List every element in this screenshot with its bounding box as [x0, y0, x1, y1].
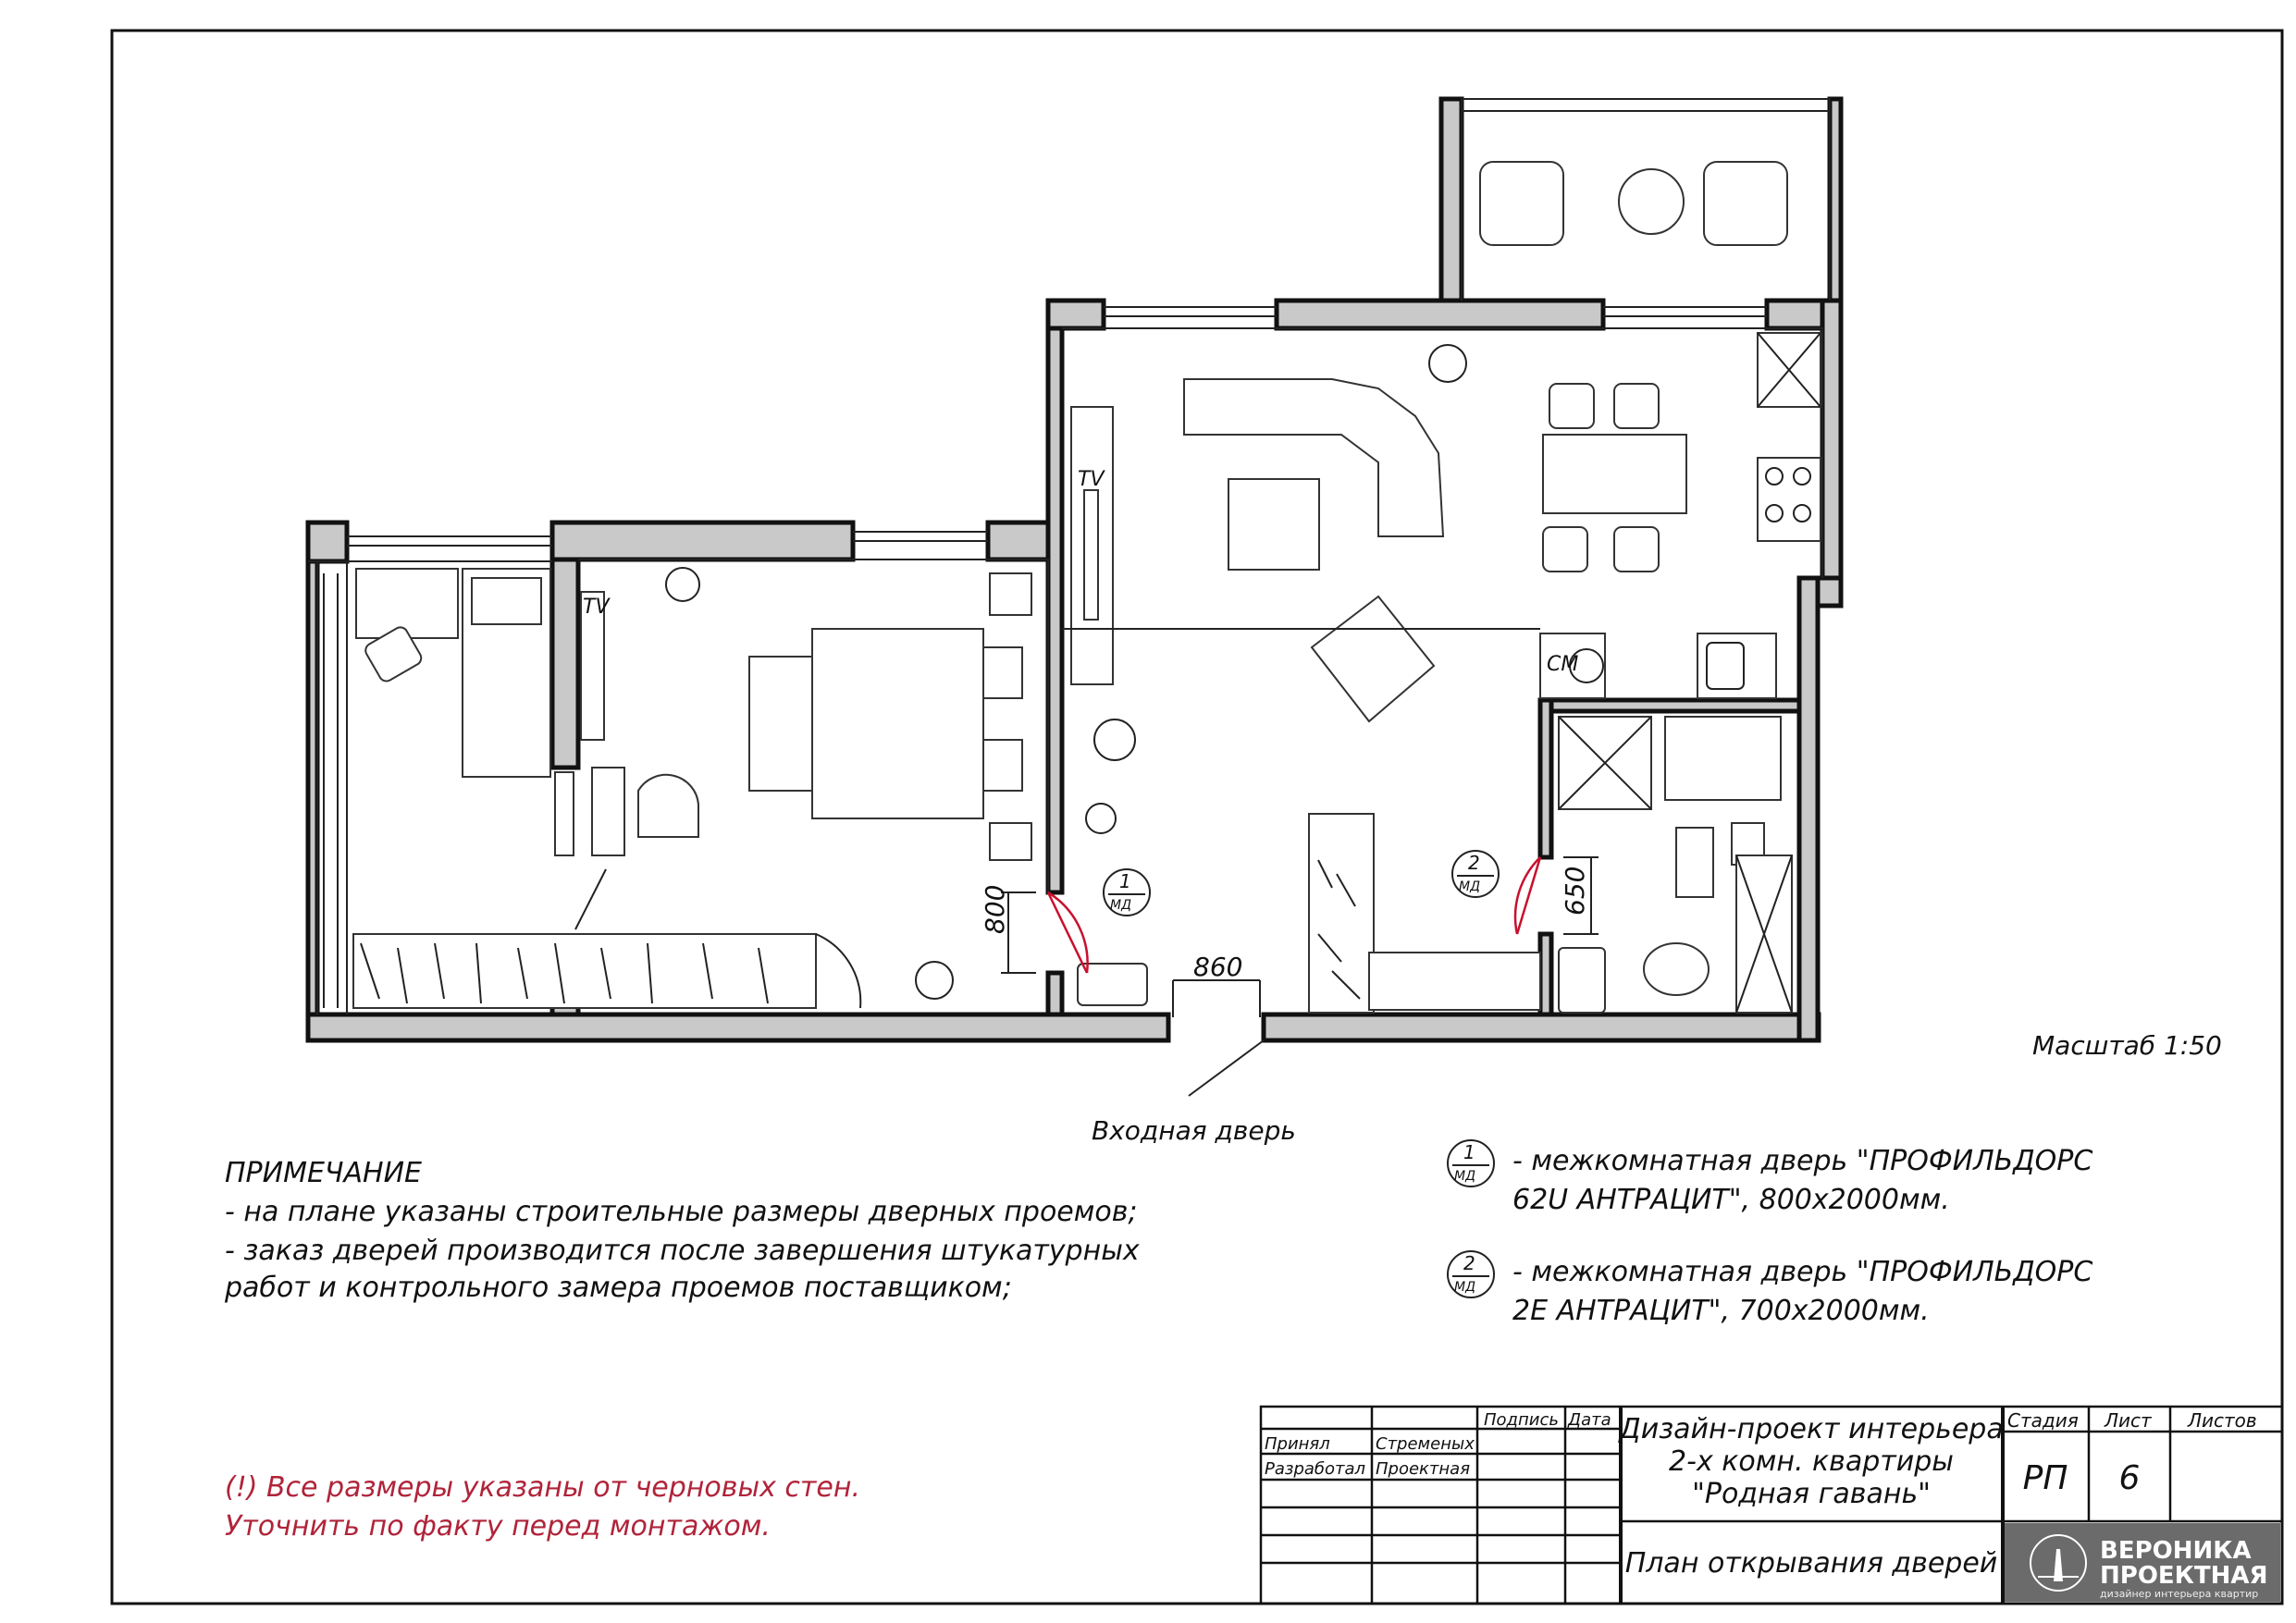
tb-prinyal: Принял — [1265, 1434, 1330, 1454]
dining-table — [1543, 435, 1686, 513]
wall-bottom-left — [308, 1014, 1168, 1040]
chair-bedroom2 — [638, 775, 698, 837]
tb-podpis: Подпись — [1484, 1410, 1559, 1430]
wardrobe-bedroom1 — [353, 934, 816, 1008]
shoe-rack — [1309, 814, 1374, 1013]
window-bedroom2 — [853, 532, 988, 541]
wall-top-living-right — [1767, 301, 1822, 328]
legend-item-2 — [1448, 1251, 2092, 1327]
wall-top-living-left — [1048, 301, 1104, 328]
notes-line-2: - заказ дверей производится после завершения штукатурных — [225, 1235, 1140, 1267]
legend — [1448, 1140, 2092, 1327]
bathtub-radiator — [1665, 717, 1781, 800]
bath-sink — [1676, 828, 1713, 897]
dresser-bedroom2 — [592, 768, 624, 855]
tb-project-line-3: "Родная гавань" — [1692, 1478, 1931, 1510]
title-block — [1261, 1407, 2282, 1604]
door-swing-2 — [1517, 857, 1540, 934]
tv-label-living: TV — [1078, 468, 1105, 491]
wall-bath-left-bottom — [1540, 934, 1551, 1014]
bath-mat — [1559, 948, 1605, 1013]
wall-balcony-right — [1830, 99, 1841, 301]
tb-razrabotal: Разработал — [1265, 1459, 1366, 1479]
logo-subtitle: дизайнер интерьера квартир — [2100, 1588, 2259, 1600]
logo-line-1: ВЕРОНИКА — [2100, 1537, 2252, 1565]
wall-top-living-mid — [1277, 301, 1603, 328]
wall-bottom-right — [1264, 1014, 1819, 1040]
tb-listov: Листов — [2188, 1409, 2257, 1432]
balcony-table — [1619, 169, 1684, 234]
notes-line-1: - на плане указаны строительные размеры дверных проемов; — [225, 1196, 1138, 1228]
legend-2-line-1: - межкомнатная дверь "ПРОФИЛЬДОРС — [1512, 1256, 2093, 1288]
svg-text:МД: МД — [1459, 879, 1481, 894]
tb-stadiya-value: РП — [2022, 1459, 2068, 1497]
wall-top-bedroom2-right — [988, 523, 1048, 559]
wall-left — [308, 561, 317, 1014]
svg-text:1: 1 — [1119, 870, 1131, 892]
wall-partition-2 — [1048, 301, 1062, 892]
wall-top-bedroom2-left — [552, 523, 853, 559]
wall-partition-2-bottom — [1048, 973, 1062, 1014]
sheet-frame — [112, 31, 2282, 1604]
svg-text:МД: МД — [1110, 898, 1132, 913]
legend-item-1 — [1448, 1140, 2092, 1216]
window-living-2 — [1603, 307, 1767, 316]
door-mark-1 — [1104, 869, 1150, 916]
armchair — [1312, 596, 1434, 721]
tb-sheet-title: План открывания дверей — [1624, 1547, 1998, 1580]
legend-1-line-2: 62U АНТРАЦИТ", 800х2000мм. — [1512, 1184, 1950, 1216]
svg-text:1: 1 — [1463, 1141, 1475, 1163]
warning-line-2: Уточнить по факту перед монтажом. — [225, 1510, 771, 1543]
tv-label-bedroom: TV — [583, 596, 610, 619]
svg-text:2: 2 — [1468, 852, 1480, 874]
window-bedroom1 — [347, 536, 552, 546]
wall-balcony-left — [1441, 99, 1462, 301]
balcony-armchair-right — [1704, 162, 1787, 245]
wall-bath-left — [1540, 700, 1551, 857]
tb-project-line-2: 2-х комн. квартиры — [1669, 1445, 1954, 1478]
window-living-1 — [1104, 307, 1277, 316]
tb-stadiya: Стадия — [2007, 1409, 2079, 1432]
wall-bath-top — [1540, 700, 1799, 711]
notes — [224, 1157, 1140, 1543]
double-bed — [812, 629, 983, 818]
dim-text-860: 860 — [1193, 952, 1243, 982]
floor-plan — [308, 99, 2222, 1146]
notes-title: ПРИМЕЧАНИЕ — [225, 1157, 422, 1189]
desk — [356, 569, 458, 638]
tb-list-value: 6 — [2118, 1459, 2141, 1497]
coffee-table — [1228, 479, 1319, 570]
warning-line-1: (!) Все размеры указаны от черновых стен. — [225, 1471, 860, 1504]
legend-2-line-2: 2Е АНТРАЦИТ", 700х2000мм. — [1512, 1295, 1930, 1327]
hallway-wardrobe — [1369, 953, 1540, 1010]
cooktop — [1758, 458, 1821, 541]
balcony-armchair-left — [1480, 162, 1563, 245]
svg-text:МД: МД — [1454, 1280, 1476, 1295]
window-loggia — [324, 573, 338, 1008]
legend-1-line-1: - межкомнатная дверь "ПРОФИЛЬДОРС — [1512, 1145, 2093, 1177]
dim-text-650: 650 — [1560, 866, 1590, 916]
wall-right-bath — [1799, 578, 1818, 1040]
door-mark-2 — [1452, 851, 1499, 897]
dim-line-860 — [1173, 980, 1260, 1017]
notes-line-3: работ и контрольного замера проемов поставщиком; — [225, 1272, 1012, 1304]
wall-right-kitchen — [1822, 301, 1841, 606]
tb-data: Дата — [1568, 1410, 1611, 1430]
tb-prinyal-name: Стременых — [1376, 1434, 1475, 1454]
logo-line-2: ПРОЕКТНАЯ — [2100, 1562, 2268, 1590]
svg-text:МД: МД — [1454, 1169, 1476, 1184]
nightstand — [990, 573, 1031, 615]
entry-leader — [1189, 1040, 1264, 1096]
tb-project-line-1: Дизайн-проект интерьера — [1619, 1413, 2004, 1445]
wall-corner-topleft — [308, 523, 347, 561]
svg-text:2: 2 — [1463, 1252, 1475, 1274]
washing-machine-label: СМ — [1547, 653, 1579, 676]
entry-door-label: Входная дверь — [1092, 1115, 1296, 1146]
scale-label: Масштаб 1:50 — [2032, 1030, 2222, 1061]
toilet — [1644, 943, 1709, 995]
tb-razrabotal-name: Проектная — [1376, 1459, 1471, 1479]
dim-text-800: 800 — [980, 884, 1010, 934]
tb-list: Лист — [2105, 1409, 2152, 1432]
